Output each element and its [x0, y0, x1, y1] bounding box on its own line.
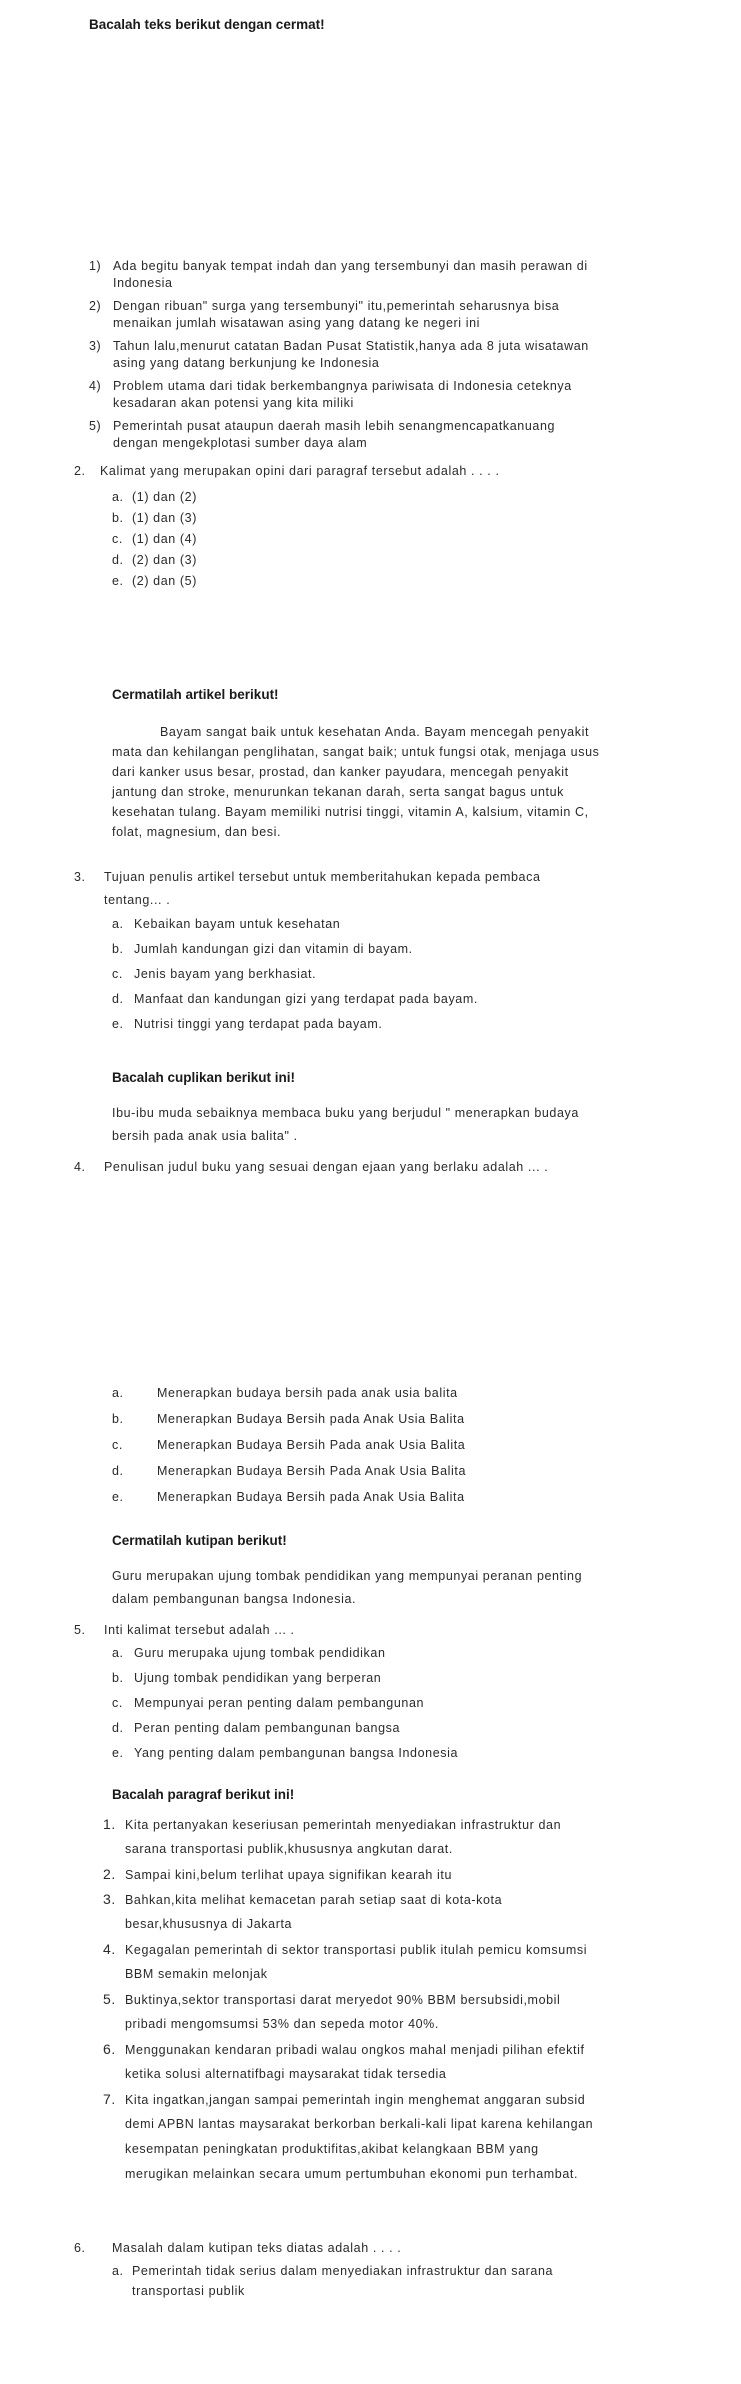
answer-option[interactable] — [112, 531, 500, 552]
answer-option[interactable] — [112, 941, 541, 966]
answer-option[interactable] — [74, 2263, 553, 2303]
question-number: 4. — [74, 1160, 86, 1174]
option-text: (2) dan (3) — [132, 553, 197, 567]
option-text: Mempunyai peran penting dalam pembangunan — [134, 1696, 425, 1710]
option-text: Menerapkan Budaya Bersih Pada Anak Usia Balita — [157, 1464, 467, 1478]
option-letter: d. — [112, 992, 124, 1006]
quote-text — [112, 1565, 582, 1611]
question-3 — [74, 869, 541, 1041]
option-letter: e. — [112, 574, 124, 588]
option-letter: e. — [112, 1017, 124, 1031]
paragraph-line: Pemerintah pusat ataupun daerah masih lebih senangmencapatkanuang — [113, 419, 556, 433]
quote-line: Guru merupakan ujung tombak pendidikan yang mempunyai peranan penting — [112, 1569, 583, 1583]
excerpt-line: bersih pada anak usia balita" . — [112, 1129, 298, 1143]
sentence-line: Kita pertanyakan keseriusan pemerintah menyediakan infrastruktur dan — [125, 1818, 562, 1832]
question-4-options — [112, 1385, 466, 1515]
option-letter: b. — [112, 942, 124, 956]
answer-option[interactable] — [112, 1670, 458, 1695]
paragraph-line: kesadaran akan potensi yang kita miliki — [113, 396, 354, 410]
option-text: Guru merupaka ujung tombak pendidikan — [134, 1646, 386, 1660]
option-text: Menerapkan Budaya Bersih pada Anak Usia Balita — [157, 1490, 465, 1504]
answer-option[interactable] — [112, 1745, 458, 1770]
sentence-line: BBM semakin melonjak — [125, 1967, 268, 1981]
paragraph-line: Ada begitu banyak tempat indah dan yang tersembunyi dan masih perawan di — [113, 259, 588, 273]
paragraph-line: Tahun lalu,menurut catatan Badan Pusat Statistik,hanya ada 8 juta wisatawan — [113, 339, 589, 353]
section-heading: Bacalah paragraf berikut ini! — [112, 1787, 295, 1802]
option-letter: a. — [112, 490, 124, 504]
answer-option[interactable] — [112, 1645, 458, 1670]
paragraph-number: 1) — [89, 259, 102, 273]
section-heading: Cermatilah kutipan berikut! — [112, 1533, 287, 1548]
option-letter: a. — [112, 2264, 124, 2278]
answer-option[interactable] — [112, 1411, 466, 1437]
option-text: Pemerintah tidak serius dalam menyediakan infrastruktur dan sarana — [132, 2264, 554, 2278]
sentence-line: ketika solusi alternatifbagi maysarakat tidak tersedia — [125, 2067, 447, 2081]
page-title: Bacalah teks berikut dengan cermat! — [89, 17, 325, 32]
paragraph-list — [89, 258, 589, 452]
article-line: kesehatan tulang. Bayam memiliki nutrisi tinggi, vitamin A, kalsium, vitamin C, — [112, 805, 589, 819]
option-text: Peran penting dalam pembangunan bangsa — [134, 1721, 401, 1735]
option-text: Jumlah kandungan gizi dan vitamin di bayam. — [134, 942, 413, 956]
option-text: Menerapkan budaya bersih pada anak usia balita — [157, 1386, 458, 1400]
answer-option[interactable] — [112, 966, 541, 991]
answer-option[interactable] — [112, 573, 500, 594]
answer-option[interactable] — [112, 489, 500, 510]
sentence-line: kesempatan peningkatan produktifitas,akibat kelangkaan BBM yang — [125, 2142, 539, 2156]
sentence-line: Kita ingatkan,jangan sampai pemerintah ingin menghemat anggaran subsid — [125, 2093, 586, 2107]
sentence-list — [103, 1816, 593, 2191]
article-line: folat, magnesium, dan besi. — [112, 825, 282, 839]
question-text: Kalimat yang merupakan opini dari paragraf tersebut adalah . . . . — [100, 464, 500, 478]
section-heading: Cermatilah artikel berikut! — [112, 687, 279, 702]
section-heading: Bacalah cuplikan berikut ini! — [112, 1070, 296, 1085]
question-text: Tujuan penulis artikel tersebut untuk memberitahukan kepada pembaca — [104, 870, 541, 884]
option-letter: c. — [112, 1696, 123, 1710]
option-text: transportasi publik — [132, 2284, 245, 2298]
sentence-line: besar,khususnya di Jakarta — [125, 1917, 293, 1931]
answer-option[interactable] — [112, 1463, 466, 1489]
quote-line: dalam pembangunan bangsa Indonesia. — [112, 1592, 357, 1606]
sentence-line: Kegagalan pemerintah di sektor transportasi publik itulah pemicu komsumsi — [125, 1943, 588, 1957]
option-text: Nutrisi tinggi yang terdapat pada bayam. — [134, 1017, 383, 1031]
option-letter: d. — [112, 1721, 124, 1735]
sentence-line: Sampai kini,belum terlihat upaya signifikan kearah itu — [125, 1868, 453, 1882]
paragraph-line: Indonesia — [113, 276, 173, 290]
sentence-number: 4. — [103, 1941, 116, 1957]
question-number: 5. — [74, 1623, 86, 1637]
option-letter: c. — [112, 967, 123, 981]
paragraph-number: 4) — [89, 379, 102, 393]
option-text: Jenis bayam yang berkhasiat. — [134, 967, 317, 981]
option-letter: a. — [112, 917, 124, 931]
question-text: Penulisan judul buku yang sesuai dengan ejaan yang berlaku adalah ... . — [104, 1160, 549, 1174]
option-letter: c. — [112, 1438, 123, 1452]
question-text: tentang... . — [104, 893, 171, 907]
answer-option[interactable] — [112, 1720, 458, 1745]
paragraph-line: asing yang datang berkunjung ke Indonesia — [113, 356, 380, 370]
sentence-line: sarana transportasi publik,khususnya angkutan darat. — [125, 1842, 453, 1856]
article-line: jantung dan stroke, menurunkan tekanan darah, serta sangat bagus untuk — [112, 785, 565, 799]
paragraph-line: menaikan jumlah wisatawan asing yang datang ke negeri ini — [113, 316, 481, 330]
sentence-line: Buktinya,sektor transportasi darat meryedot 90% BBM bersubsidi,mobil — [125, 1993, 561, 2007]
excerpt-line: Ibu-ibu muda sebaiknya membaca buku yang berjudul " menerapkan budaya — [112, 1106, 579, 1120]
article-line: mata dan kehilangan penglihatan, sangat baik; untuk fungsi otak, menjaga usus — [112, 745, 600, 759]
option-text: (1) dan (4) — [132, 532, 197, 546]
article-line: dari kanker usus besar, prostad, dan kanker payudara, mencegah penyakit — [112, 765, 569, 779]
question-6 — [74, 2240, 553, 2303]
option-text: Kebaikan bayam untuk kesehatan — [134, 917, 341, 931]
option-letter: a. — [112, 1386, 124, 1400]
answer-option[interactable] — [112, 991, 541, 1016]
sentence-number: 6. — [103, 2041, 116, 2057]
option-text: Menerapkan Budaya Bersih Pada anak Usia Balita — [157, 1438, 466, 1452]
option-text: Manfaat dan kandungan gizi yang terdapat pada bayam. — [134, 992, 478, 1006]
option-letter: a. — [112, 1646, 124, 1660]
answer-option[interactable] — [112, 1385, 466, 1411]
answer-option[interactable] — [112, 1489, 466, 1515]
question-number: 2. — [74, 464, 86, 478]
question-number: 3. — [74, 870, 86, 884]
sentence-number: 1. — [103, 1816, 116, 1832]
question-number: 6. — [74, 2241, 86, 2255]
option-letter: d. — [112, 1464, 124, 1478]
option-text: Ujung tombak pendidikan yang berperan — [134, 1671, 382, 1685]
excerpt-text — [112, 1102, 579, 1148]
answer-option[interactable] — [112, 916, 541, 941]
option-letter: e. — [112, 1746, 124, 1760]
option-letter: e. — [112, 1490, 124, 1504]
answer-option[interactable] — [112, 1016, 541, 1041]
answer-option[interactable] — [112, 1695, 458, 1720]
option-text: Menerapkan Budaya Bersih pada Anak Usia Balita — [157, 1412, 465, 1426]
sentence-line: pribadi mengomsumsi 53% dan sepeda motor 40%. — [125, 2017, 439, 2031]
question-5 — [74, 1622, 458, 1770]
paragraph-line: dengan mengekplotasi sumber daya alam — [113, 436, 368, 450]
sentence-line: merugikan melainkan secara umum pertumbuhan ekonomi pun terhambat. — [125, 2167, 579, 2181]
answer-option[interactable] — [112, 1437, 466, 1463]
paragraph-line: Dengan ribuan" surga yang tersembunyi" itu,pemerintah seharusnya bisa — [113, 299, 560, 313]
option-letter: c. — [112, 532, 123, 546]
paragraph-line: Problem utama dari tidak berkembangnya pariwisata di Indonesia ceteknya — [113, 379, 572, 393]
option-text: (1) dan (2) — [132, 490, 197, 504]
option-letter: b. — [112, 1412, 124, 1426]
question-2 — [74, 463, 500, 594]
sentence-line: Menggunakan kendaran pribadi walau ongkos mahal menjadi pilihan efektif — [125, 2043, 585, 2057]
sentence-line: Bahkan,kita melihat kemacetan parah setiap saat di kota-kota — [125, 1893, 503, 1907]
sentence-number: 5. — [103, 1991, 116, 2007]
option-letter: b. — [112, 1671, 124, 1685]
question-text: Inti kalimat tersebut adalah ... . — [104, 1623, 295, 1637]
question-text: Masalah dalam kutipan teks diatas adalah . . . . — [112, 2241, 402, 2255]
sentence-number: 7. — [103, 2091, 116, 2107]
option-text: (2) dan (5) — [132, 574, 197, 588]
sentence-number: 3. — [103, 1891, 116, 1907]
answer-option[interactable] — [112, 510, 500, 531]
answer-option[interactable] — [112, 552, 500, 573]
paragraph-number: 2) — [89, 299, 102, 313]
option-text: Yang penting dalam pembangunan bangsa Indonesia — [134, 1746, 459, 1760]
question-4 — [74, 1159, 548, 1175]
paragraph-number: 3) — [89, 339, 102, 353]
paragraph-number: 5) — [89, 419, 102, 433]
sentence-line: demi APBN lantas maysarakat berkorban berkali-kali lipat karena kehilangan — [125, 2117, 594, 2131]
option-letter: d. — [112, 553, 124, 567]
sentence-number: 2. — [103, 1866, 116, 1882]
article-line: Bayam sangat baik untuk kesehatan Anda. Bayam mencegah penyakit — [160, 725, 590, 739]
article-text — [112, 722, 599, 842]
option-text: (1) dan (3) — [132, 511, 197, 525]
option-letter: b. — [112, 511, 124, 525]
